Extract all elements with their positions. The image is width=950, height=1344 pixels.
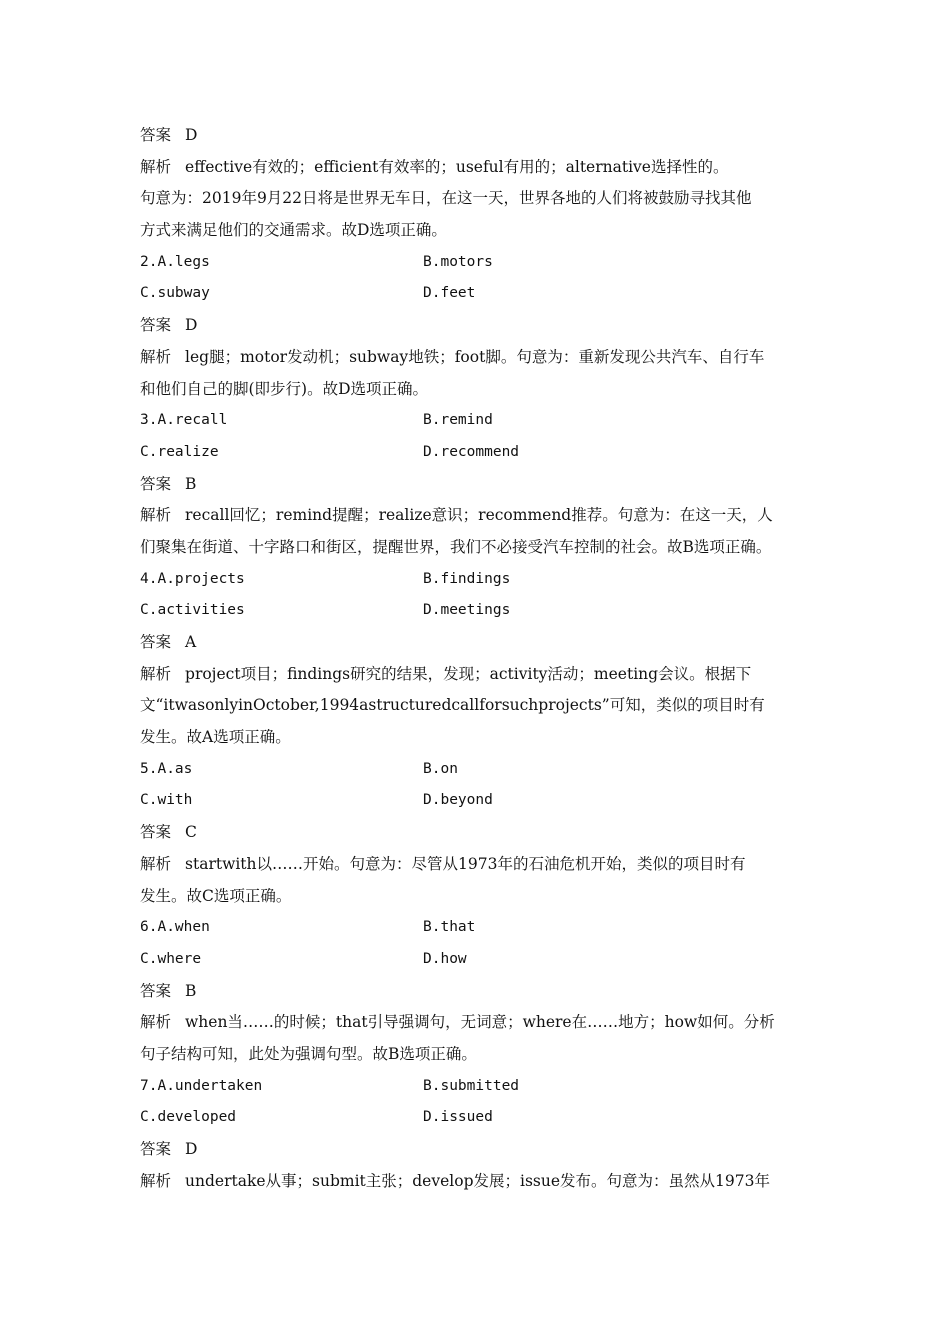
option-c: C.subway <box>140 285 210 302</box>
answer-value: C <box>185 823 197 842</box>
analysis-line <box>140 849 830 881</box>
option-row <box>140 1102 830 1134</box>
analysis-text: startwith以……开始。句意为：尽管从1973年的石油危机开始，类似的项目时有 <box>185 854 746 873</box>
option-d: D.issued <box>423 1109 493 1126</box>
analysis-text: leg腿；motor发动机；subway地铁；foot脚。句意为：重新发现公共汽车、自行车 <box>185 347 765 366</box>
analysis-label: 解析 <box>140 506 172 525</box>
option-row <box>140 405 830 437</box>
analysis-line <box>140 342 830 374</box>
analysis-line <box>140 500 830 532</box>
answer-value: D <box>185 1140 198 1158</box>
analysis-text: recall回忆；remind提醒；realize意识；recommend推荐。句意为：在这一天，人 <box>185 506 773 525</box>
analysis-text: 方式来满足他们的交通需求。故D选项正确。 <box>140 221 447 240</box>
option-row <box>140 595 830 627</box>
analysis-line <box>140 215 830 247</box>
analysis-text: 们聚集在街道、十字路口和街区，提醒世界，我们不必接受汽车控制的社会。故B选项正确。 <box>140 537 772 556</box>
option-d: D.how <box>423 950 467 967</box>
analysis-line <box>140 1039 830 1071</box>
analysis-text: when当……的时候；that引导强调句，无词意；where在……地方；how如何。分析 <box>185 1013 775 1032</box>
option-b: B.motors <box>423 253 493 270</box>
answer-line <box>140 1134 830 1166</box>
analysis-text: 句意为：2019年9月22日将是世界无车日，在这一天，世界各地的人们将被鼓励寻找其他 <box>140 189 752 208</box>
option-d: D.meetings <box>423 602 511 619</box>
answer-label: 答案 <box>140 316 172 335</box>
option-row <box>140 1071 830 1103</box>
answer-value: D <box>185 316 198 335</box>
option-d: D.recommend <box>423 443 520 460</box>
option-d: D.feet <box>423 285 476 302</box>
option-a: 7.A.undertaken <box>140 1077 263 1094</box>
option-row <box>140 437 830 469</box>
answer-value: D <box>185 126 198 144</box>
analysis-line <box>140 659 830 691</box>
analysis-text: project项目；findings研究的结果，发现；activity活动；meeting会议。根据下 <box>185 664 752 683</box>
analysis-text: 句子结构可知，此处为强调句型。故B选项正确。 <box>140 1044 477 1063</box>
analysis-line <box>140 1166 830 1198</box>
option-a: 2.A.legs <box>140 253 210 270</box>
analysis-label: 解析 <box>140 1013 172 1032</box>
answer-line <box>140 120 830 152</box>
option-b: B.remind <box>423 412 493 429</box>
option-row <box>140 247 830 279</box>
analysis-line <box>140 152 830 184</box>
option-row <box>140 912 830 944</box>
analysis-text: 文“itwasonlyinOctober,1994astructuredcallforsuchprojects”可知，类似的项目时有 <box>140 696 765 715</box>
answer-line <box>140 310 830 342</box>
analysis-text: 和他们自己的脚(即步行)。故D选项正确。 <box>140 379 429 398</box>
answer-label: 答案 <box>140 1140 172 1158</box>
analysis-label: 解析 <box>140 157 172 176</box>
option-a: 5.A.as <box>140 760 193 777</box>
analysis-label: 解析 <box>140 664 172 683</box>
analysis-text: effective有效的；efficient有效率的；useful有用的；alternative选择性的。 <box>185 157 729 176</box>
analysis-text: 发生。故A选项正确。 <box>140 728 291 747</box>
option-b: B.that <box>423 919 476 936</box>
analysis-text: undertake从事；submit主张；develop发展；issue发布。句意为：虽然从1973年 <box>185 1171 770 1190</box>
answer-line <box>140 976 830 1008</box>
option-a: 4.A.projects <box>140 570 245 587</box>
option-c: C.with <box>140 792 193 809</box>
answer-label: 答案 <box>140 474 172 493</box>
analysis-line <box>140 722 830 754</box>
answer-value: B <box>185 474 197 493</box>
option-b: B.submitted <box>423 1077 520 1094</box>
analysis-line <box>140 881 830 913</box>
answer-line <box>140 469 830 501</box>
answer-value: B <box>185 981 197 1000</box>
option-row <box>140 564 830 596</box>
analysis-line <box>140 1007 830 1039</box>
analysis-line <box>140 374 830 406</box>
analysis-line <box>140 532 830 564</box>
answer-line <box>140 627 830 659</box>
analysis-text: 发生。故C选项正确。 <box>140 886 292 905</box>
option-a: 3.A.recall <box>140 412 228 429</box>
analysis-label: 解析 <box>140 347 172 366</box>
answer-label: 答案 <box>140 823 172 842</box>
answer-value: A <box>185 633 197 651</box>
answer-line <box>140 817 830 849</box>
option-d: D.beyond <box>423 792 493 809</box>
option-c: C.activities <box>140 602 245 619</box>
option-row <box>140 278 830 310</box>
answer-label: 答案 <box>140 981 172 1000</box>
answer-label: 答案 <box>140 126 172 144</box>
option-b: B.on <box>423 760 458 777</box>
analysis-line <box>140 183 830 215</box>
option-row <box>140 754 830 786</box>
option-b: B.findings <box>423 570 511 587</box>
option-row <box>140 944 830 976</box>
answer-label: 答案 <box>140 633 172 651</box>
analysis-label: 解析 <box>140 1171 172 1190</box>
option-c: C.developed <box>140 1109 237 1126</box>
analysis-line <box>140 690 830 722</box>
option-c: C.realize <box>140 443 219 460</box>
option-row <box>140 785 830 817</box>
option-c: C.where <box>140 950 202 967</box>
analysis-label: 解析 <box>140 854 172 873</box>
option-a: 6.A.when <box>140 919 210 936</box>
answer-key-content <box>140 120 830 1197</box>
